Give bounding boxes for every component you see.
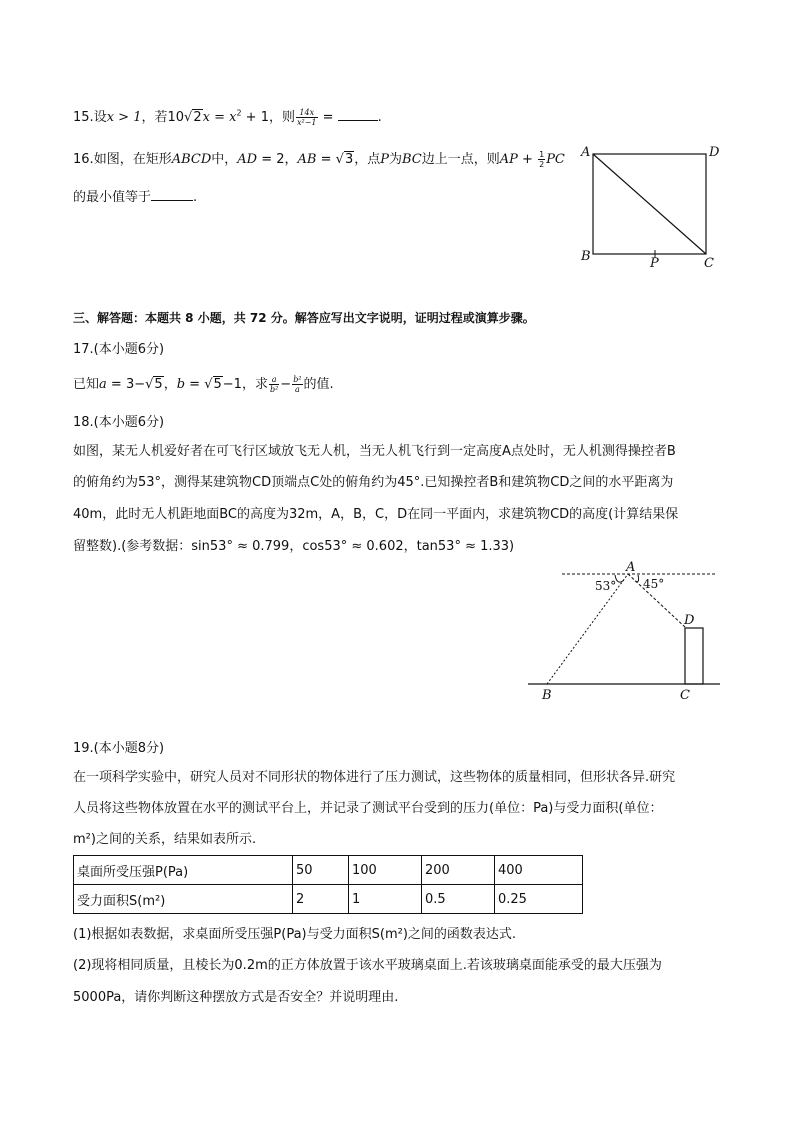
table-row: [74, 885, 583, 914]
q19-sub1: (1)根据如表数据，求桌面所受压强P(Pa)与受力面积S(m²)之间的函数表达式.: [73, 927, 517, 942]
table-cell: 200: [422, 856, 495, 885]
q18-line4: 留整数).(参考数据：sin53° ≈ 0.799，cos53° ≈ 0.602，tan53° ≈ 1.33): [73, 539, 515, 554]
table-cell: 1: [349, 885, 422, 914]
label-d: D: [684, 613, 695, 628]
half-fraction: $\frac{1}{2}$: [539, 150, 545, 169]
table-cell: 400: [495, 856, 583, 885]
q17-header: 17.(本小题6分): [73, 342, 165, 357]
angle-53-label: 53°: [595, 579, 617, 593]
table-cell: 0.5: [422, 885, 495, 914]
table-cell: 50: [293, 856, 349, 885]
section-3-heading: 三、解答题：本题共 8 小题，共 72 分。解答应写出文字说明，证明过程或演算步骤。: [73, 311, 535, 325]
q19-sub2-line1: (2)现将相同质量，且棱长为0.2m的正方体放置于该水平玻璃桌面上.若该玻璃桌面能承受的最大压强为: [73, 958, 662, 973]
question-15: 15.设x > 1，若$10√2x = x^2 + 1$，则 $\frac{14x}{\text{x²−1}}$ = .: [73, 108, 382, 127]
fraction-a-over-b2: $\frac{a}{\text{b²}}$: [269, 375, 279, 394]
q19-line1: 在一项科学实验中，研究人员对不同形状的物体进行了压力测试，这些物体的质量相同，但形状各异.研究: [73, 770, 676, 785]
answer-blank-15[interactable]: [338, 108, 378, 121]
q19-line3: m²)之间的关系，结果如表所示.: [73, 832, 257, 847]
table-row: [74, 856, 583, 885]
table-cell: 2: [293, 885, 349, 914]
table-cell: 桌面所受压强P(Pa): [74, 856, 293, 885]
building-cd: [685, 628, 703, 684]
angle-arc-45: [635, 575, 639, 582]
diagonal-ac: [593, 154, 706, 254]
question-16: 16.如图，在矩形ABCD中，AD = 2，AB = √3，点P为BC边上一点，则AP + $\frac{1}{2}$ PC: [73, 150, 565, 169]
q18-line2: 的俯角约为53°，测得某建筑物CD顶端点C处的俯角约为45°.已知操控者B和建筑物CD之间的水平距离为: [73, 475, 674, 490]
q15-fraction: $\frac{14x}{\text{x²−1}}$: [296, 108, 317, 127]
table-cell: 受力面积S(m²): [74, 885, 293, 914]
q18-header: 18.(本小题6分): [73, 415, 165, 430]
q16-rectangle-figure: [575, 140, 725, 272]
q19-line2: 人员将这些物体放置在水平的测试平台上，并记录了测试平台受到的压力(单位：Pa)与受力面积(单位：: [73, 801, 663, 816]
sqrt-sign: √: [335, 152, 344, 167]
label-a: A: [581, 145, 591, 160]
q18-drone-figure: [520, 558, 730, 706]
label-b: B: [581, 249, 591, 264]
sqrt-sign: √: [145, 377, 154, 392]
fraction-b2-over-a: $\frac{\text{b²}}{a}$: [293, 375, 302, 394]
answer-blank-16[interactable]: [151, 188, 193, 201]
angle-arc-53: [615, 575, 624, 582]
q19-sub2-line2: 5000Pa，请你判断这种摆放方式是否安全？并说明理由.: [73, 990, 399, 1005]
q18-line3: 40m，此时无人机距地面BC的高度为32m，A，B，C，D在同一平面内，求建筑物CD的高度(计算结果保: [73, 507, 679, 522]
question-16-line2: 的最小值等于 .: [73, 190, 198, 205]
sqrt-sign: √: [204, 377, 213, 392]
question-17: 已知a = 3−√5，b = √5−1，求 $\frac{a}{\text{b²}}$ − $\frac{\text{b²}}{a}$ 的值.: [73, 375, 334, 394]
sqrt-sign: √: [184, 110, 193, 125]
q19-header: 19.(本小题8分): [73, 741, 165, 756]
label-p: P: [650, 256, 659, 271]
label-d: D: [709, 145, 720, 160]
pressure-area-table: [73, 855, 583, 914]
angle-45-label: 45°: [643, 577, 665, 591]
table-cell: 0.25: [495, 885, 583, 914]
q15-number: 15.: [73, 110, 94, 125]
table-cell: 100: [349, 856, 422, 885]
label-c: C: [680, 688, 690, 703]
label-b: B: [542, 688, 552, 703]
q18-line1: 如图，某无人机爱好者在可飞行区域放飞无人机，当无人机飞行到一定高度A点处时，无人机测得操控者B: [73, 444, 676, 459]
label-c: C: [704, 256, 714, 271]
label-a: A: [626, 560, 636, 575]
